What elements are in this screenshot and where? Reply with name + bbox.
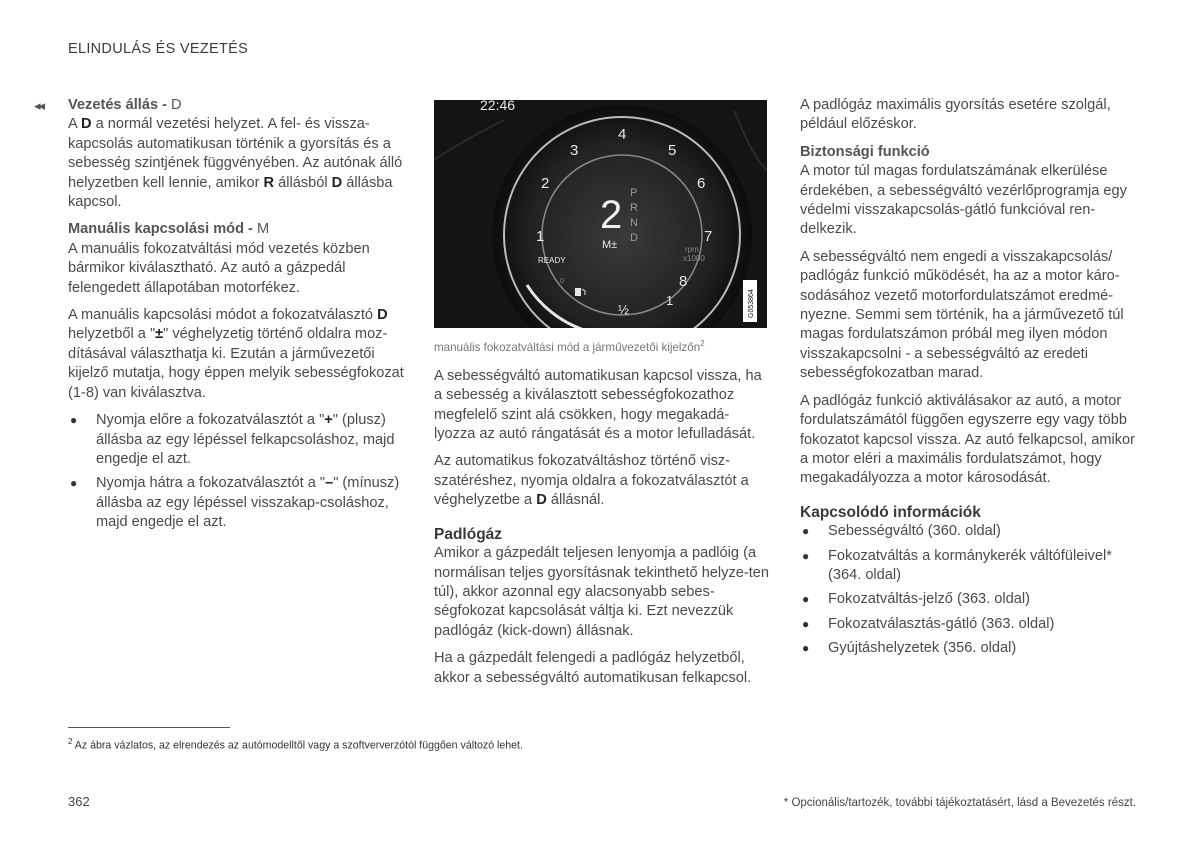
related-link[interactable]: ● Sebességváltó (360. oldal)	[800, 522, 1135, 541]
selected-gear: 2	[600, 193, 623, 237]
bullet-icon: ●	[802, 592, 810, 607]
manual-steps-list	[68, 411, 413, 532]
related-link[interactable]: ● Fokozatváltás-jelző (363. oldal)	[800, 590, 1135, 609]
kickdown-paragraph-1: Amikor a gázpedált teljesen lenyomja a padlóig (a normálisan teljes gyorsításnak tekinthető helyze-ten túl), akkor azonnal egy alacsonyabb sebes-ségfokozat kapcsolását váltja ki. Ezt nevezzük padlógáz (kick-down) állásnak.	[434, 545, 770, 639]
related-link[interactable]: ● Fokozatváltás a kormánykerék váltófüleivel* (364. oldal)	[802, 547, 1112, 583]
tick-label-5: 5	[668, 142, 677, 159]
list-item: ● Nyomja hátra a fokozatválasztót a "–" (mínusz) állásba az egy lépéssel visszakap-csoláshoz, majd engedje el azt.	[70, 475, 400, 531]
tachometer-illustration	[434, 100, 767, 328]
previous-page-arrows-icon[interactable]: ◂◂	[34, 98, 44, 113]
figure-code: G053864	[748, 289, 755, 318]
kickdown-heading: Padlógáz	[434, 525, 503, 543]
tick-label-1: 1	[536, 228, 545, 245]
fuel-full-mark: 1	[666, 293, 674, 308]
column-middle	[434, 96, 770, 696]
footer-note: * Opcionális/tartozék, további tájékoztatásért, lásd a Bevezetés részt.	[783, 797, 1136, 809]
rpm-label: rpm	[685, 245, 699, 254]
column-left	[68, 96, 413, 541]
safety-heading: Biztonsági funkció	[800, 143, 930, 160]
prnd-p: P	[630, 187, 638, 199]
related-links-list	[800, 522, 1135, 658]
tick-label-7: 7	[704, 228, 713, 245]
bullet-icon: ●	[802, 641, 810, 656]
rpm-unit-label: x1000	[683, 254, 705, 263]
page-number: 362	[68, 794, 90, 809]
bullet-icon: ●	[802, 524, 810, 539]
bullet-icon: ●	[70, 476, 78, 491]
tick-label-4: 4	[618, 126, 627, 143]
prnd-n: N	[630, 217, 638, 229]
tick-label-3: 3	[570, 142, 579, 159]
bullet-icon: ●	[802, 548, 810, 563]
section-manual-mode	[68, 220, 413, 532]
related-info-heading: Kapcsolódó információk	[800, 503, 981, 521]
safety-paragraph-2: A sebességváltó nem engedi a visszakapcsolás/ padlógáz funkció működését, ha az a motor káro-sodásához vezető motorfordulatszámot eredmé-nyezne. Semmi sem történik, ha a járművezető túl magas fordulatszámon próbál meg ilyen módon visszakapcsolni - a sebességváltó az eredeti sebességfokozatban marad.	[800, 248, 1124, 382]
prnd-r: R	[630, 202, 638, 214]
column-right	[800, 96, 1135, 667]
related-link[interactable]: ● Fokozatválasztás-gátló (363. oldal)	[800, 615, 1135, 634]
instrument-cluster-figure	[434, 100, 767, 328]
fuel-half-mark: ½	[618, 302, 629, 317]
section-drive	[68, 96, 413, 212]
drive-heading: Vezetés állás - D	[68, 97, 182, 113]
drive-paragraph: A D a normál vezetési helyzet. A fel- és vissza-kapcsolás automatikusan történik a gyorsítás és a sebesség szintjének függvényében. Az autónak álló helyzetben kell lennie, amikor R állásból D állásba kapcsol.	[68, 116, 403, 211]
return-auto-paragraph: Az automatikus fokozatváltáshoz történő visz-szatéréshez, nyomja oldalra a fokozatválasztót a véghelyzetbe a D állásnál.	[434, 453, 749, 509]
footnote-rule	[68, 727, 230, 728]
tick-label-2: 2	[541, 175, 550, 192]
downshift-paragraph: A sebességváltó automatikusan kapcsol vissza, ha a sebesség a kiválasztott sebességfokozathoz megfelelő szint alá csökken, hogy megakadá-lyozza az autó rángatását és a motor lefulladását.	[434, 367, 762, 443]
figure-caption: manuális fokozatváltási mód a járművezetői kijelzőn$^2$	[434, 339, 705, 354]
footnote: $^2$ Az ábra vázlatos, az elrendezés az autómodelltől vagy a szoftververzótól függően változó lehet.	[68, 737, 523, 752]
safety-paragraph-3: A padlógáz funkció aktiválásakor az autó, a motor fordulatszámától függően egyszerre egy vagy több fokozatot kapcsol vissza. Az autó felkapcsol, amikor a motor eléri a maximális fordulatszámot, hogy megakadályozza a motor károsodását.	[800, 392, 1136, 487]
list-item: ● Nyomja előre a fokozatválasztót a "+" (plusz) állásba az egy lépéssel felkapcsoláshoz, majd engedje el azt.	[70, 412, 395, 467]
running-header: ELINDULÁS ÉS VEZETÉS	[68, 41, 249, 57]
prnd-d: D	[630, 232, 638, 244]
kickdown-paragraph-2: Ha a gázpedált felengedi a padlógáz helyzetből, akkor a sebességváltó automatikusan felkapcsol.	[434, 650, 752, 686]
dashboard-clock: 22:46	[480, 100, 516, 113]
safety-paragraph-1: A motor túl magas fordulatszámának elkerülése érdekében, a sebességváltó vezérlőprogramja egy védelmi visszakapcsolás-gátló funkcióval ren-delkezik.	[800, 163, 1127, 238]
fuel-empty-mark: 0	[560, 278, 564, 285]
manual-paragraph-2: A manuális kapcsolási módot a fokozatválasztó D helyzetből a "±" véghelyzetig történő oldalra moz-dításával választhatja ki. Ezután a járművezetői kijelző mutatja, hogy éppen melyik sebességfokozat (1-8) van kiválasztva.	[68, 307, 404, 401]
kickdown-purpose-paragraph: A padlógáz maximális gyorsítás esetére szolgál, például előzéskor.	[800, 97, 1111, 133]
manual-heading: Manuális kapcsolási mód - M	[68, 221, 270, 238]
tick-label-6: 6	[697, 175, 706, 192]
related-link[interactable]: ● Gyújtáshelyzetek (356. oldal)	[800, 639, 1135, 658]
bullet-icon: ●	[70, 413, 78, 428]
bullet-icon: ●	[802, 616, 810, 631]
tick-label-8: 8	[679, 273, 688, 290]
manual-paragraph-1: A manuális fokozatváltási mód vezetés közben bármikor kiválasztható. Az autó a gázpedál felengedett állapotában motorfékez.	[68, 240, 370, 296]
manual-mode-label: M±	[602, 239, 618, 251]
ready-indicator: READY	[538, 256, 566, 265]
